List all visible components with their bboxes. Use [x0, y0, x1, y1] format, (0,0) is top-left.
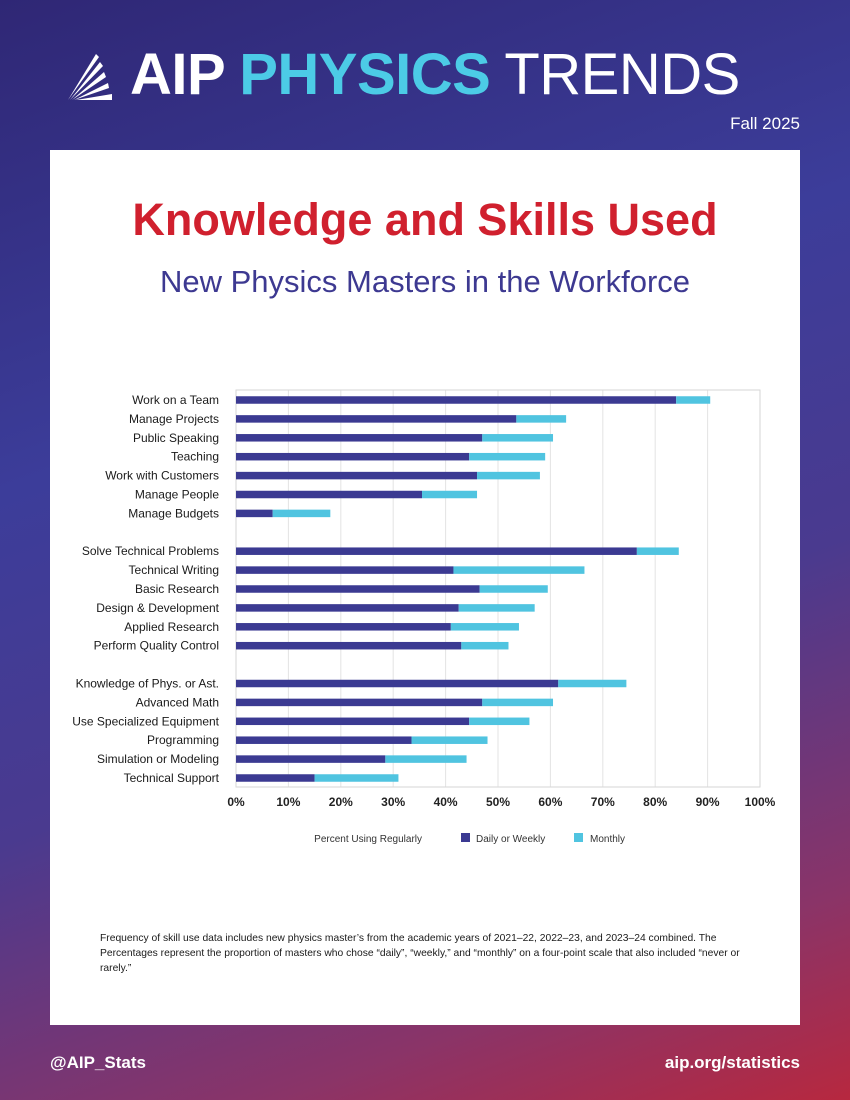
bar-monthly [459, 604, 535, 612]
x-tick-label: 60% [538, 795, 563, 809]
bar-monthly [412, 736, 488, 744]
bar-monthly [385, 755, 466, 763]
category-label: Public Speaking [132, 430, 219, 445]
category-label: Solve Technical Problems [81, 544, 219, 559]
edition-label: Fall 2025 [730, 114, 800, 133]
bar-monthly [482, 434, 553, 442]
bar-monthly [558, 680, 626, 688]
category-label: Applied Research [124, 619, 219, 634]
bar-monthly [482, 699, 553, 707]
bar-daily-or-weekly [236, 566, 453, 574]
chart-subtitle: New Physics Masters in the Workforce [159, 264, 691, 299]
x-tick-label: 90% [695, 795, 720, 809]
bar-monthly [469, 718, 529, 726]
category-label: Technical Support [123, 771, 219, 785]
category-label: Basic Research [134, 582, 219, 596]
category-label: Programming [146, 733, 219, 748]
bar-daily-or-weekly [236, 604, 459, 612]
bar-daily-or-weekly [236, 699, 482, 707]
x-tick-label: 20% [328, 795, 353, 809]
bar-daily-or-weekly [236, 736, 412, 744]
bar-daily-or-weekly [236, 718, 469, 726]
content-card [50, 150, 800, 1025]
bar-monthly [477, 472, 540, 480]
category-label: Manage Projects [128, 411, 219, 426]
bar-monthly [451, 623, 519, 631]
category-label: Manage Budgets [128, 506, 219, 521]
bar-daily-or-weekly [236, 642, 461, 650]
bar-daily-or-weekly [236, 415, 516, 423]
bar-daily-or-weekly [236, 510, 273, 518]
legend-swatch-monthly [574, 833, 583, 842]
bar-daily-or-weekly [236, 396, 676, 404]
bar-daily-or-weekly [236, 623, 451, 631]
bar-monthly [422, 491, 477, 499]
x-tick-label: 30% [381, 795, 406, 809]
bar-daily-or-weekly [236, 585, 480, 593]
legend-title: Percent Using Regularly [314, 834, 422, 845]
bar-daily-or-weekly [236, 680, 558, 688]
bar-monthly [315, 774, 399, 782]
chart-title: Knowledge and Skills Used [132, 194, 718, 245]
statistics-link[interactable]: aip.org/statistics [664, 1053, 800, 1072]
bar-daily-or-weekly [236, 547, 637, 555]
category-label: Perform Quality Control [93, 638, 219, 653]
x-tick-label: 50% [485, 795, 511, 809]
category-label: Technical Writing [128, 563, 219, 578]
category-label: Work with Customers [105, 468, 219, 483]
bar-daily-or-weekly [236, 453, 469, 461]
x-tick-label: 0% [227, 795, 245, 809]
category-label: Advanced Math [135, 695, 219, 710]
bar-monthly [273, 510, 331, 518]
legend-swatch-daily-or-weekly [461, 833, 470, 842]
category-label: Use Specialized Equipment [72, 714, 219, 729]
bar-monthly [480, 585, 548, 593]
x-tick-label: 10% [276, 795, 301, 809]
category-label: Work on a Team [132, 393, 219, 407]
x-tick-label: 100% [744, 795, 776, 809]
legend-label-daily-or-weekly: Daily or Weekly [476, 834, 546, 845]
header [0, 0, 850, 150]
stacked-bar-chart [50, 150, 800, 910]
bar-monthly [461, 642, 508, 650]
category-label: Manage People [134, 487, 219, 502]
x-tick-label: 40% [433, 795, 458, 809]
bar-daily-or-weekly [236, 755, 385, 763]
brand-aip: AIP [130, 42, 226, 107]
category-label: Knowledge of Phys. or Ast. [75, 676, 219, 691]
brand-trends: TRENDS [504, 42, 740, 107]
bar-monthly [516, 415, 566, 423]
bar-monthly [469, 453, 545, 461]
bar-monthly [453, 566, 584, 574]
category-label: Design & Development [96, 600, 219, 615]
category-label: Simulation or Modeling [96, 752, 219, 767]
brand-physics: PHYSICS [239, 42, 491, 107]
brand-wordmark [130, 40, 740, 110]
bar-daily-or-weekly [236, 774, 315, 782]
bar-monthly [637, 547, 679, 555]
category-label: Teaching [170, 449, 219, 464]
bar-monthly [676, 396, 710, 404]
bar-daily-or-weekly [236, 472, 477, 480]
twitter-handle[interactable]: @AIP_Stats [50, 1053, 146, 1072]
aip-rays-logo-icon [66, 52, 124, 102]
bar-daily-or-weekly [236, 434, 482, 442]
footnote: Frequency of skill use data includes new physics master’s from the academic years of 2021–22, 2022–23, and 2023–24 combined. The Percentages represent the proportion of masters who chose “daily”, “weekly,” and “monthly” on a four-point scale that also included “never or rarely.” [100, 933, 740, 974]
x-tick-label: 80% [643, 795, 668, 809]
bar-daily-or-weekly [236, 491, 422, 499]
x-tick-label: 70% [590, 795, 615, 809]
legend-label-monthly: Monthly [590, 834, 626, 845]
